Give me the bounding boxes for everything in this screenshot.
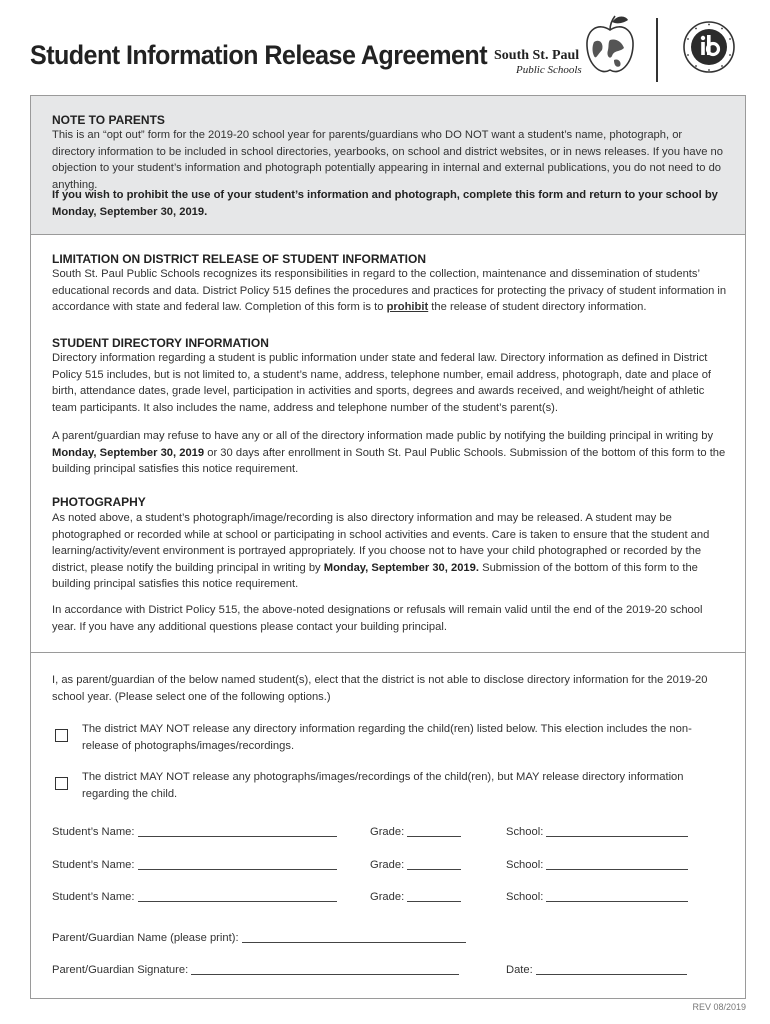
parent-name-field[interactable]: Parent/Guardian Name (please print): [52,932,466,944]
grade-field-2[interactable]: Grade: [370,859,461,871]
student-name-field-3[interactable]: Student’s Name: [52,891,337,903]
ib-world-school-icon [682,20,736,74]
note-instruction: If you wish to prohibit the use of your student’s information and photograph, complete this form and return to your school by Monday, September 30, 2019. [52,189,718,218]
policy-validity-note: In accordance with District Policy 515, the above-noted designations or refusals will remain valid until the end of the 2019-20 school year. If you have any additional questions please contact your building principal. [52,604,703,633]
photography-deadline: Monday, September 30, 2019. [323,561,479,574]
parent-signature-field[interactable]: Parent/Guardian Signature: [52,964,459,976]
option-2-checkbox[interactable] [55,777,68,790]
revision-label: REV 08/2019 [692,1002,746,1012]
option-1-checkbox[interactable] [55,729,68,742]
election-section [31,652,745,998]
photography-heading: PHOTOGRAPHY [52,495,146,509]
grade-field-3[interactable]: Grade: [370,891,461,903]
option-2-label: The district MAY NOT release any photographs/images/recordings of the child(ren), but MAY release directory information regarding the child. [82,771,684,800]
information-section [31,234,745,653]
election-intro: I, as parent/guardian of the below named student(s), elect that the district is not able to disclose directory information for the 2019-20 school year. (Please select one of the following options.) [52,674,708,703]
directory-body: Directory information regarding a student is public information under state and federal law. Directory information as defined in District Policy 515 includes, but is not limited to, a student’s name, address, telephone number, email address, photograph, date and place of birth, attendance dates, grade level, participation in activities and sports, degrees and awards received, and weight/height of athletic team participants. It also includes the name, address and telephone number of the student’s parent(s). [52,352,712,414]
student-name-field-2[interactable]: Student’s Name: [52,859,337,871]
photography-body: As noted above, a student’s photograph/image/recording is also directory information and may be released. A student may be photographed or recorded while at school or participating in school activities and events. Care is taken to ensure that the student and learning/activity/event environment is portrayed appropriately. If you choose not to have your child photographed or recorded by the district, please notify the building principal in writing by Monday, September 30, 2019. Submission of the bottom of this form to the building principal satisfies this notice requirement. [52,512,710,590]
directory-heading: STUDENT DIRECTORY INFORMATION [52,336,269,350]
school-field-1[interactable]: School: [506,826,688,838]
page-header [0,0,770,92]
directory-refuse-text: A parent/guardian may refuse to have any or all of the directory information made public by notifying the building principal in writing by Monday, September 30, 2019 or 30 days after enrollment in South St. Paul Public Schools. Submission of the bottom of this form to the building principal satisfies this notice requirement. [52,430,726,475]
date-field[interactable]: Date: [506,964,687,976]
district-subtitle: Public Schools [516,64,582,76]
document-title: Student Information Release Agreement [30,40,488,70]
prohibit-emphasis: prohibit [386,301,429,313]
school-field-3[interactable]: School: [506,891,688,903]
grade-field-1[interactable]: Grade: [370,826,461,838]
note-body: This is an “opt out” form for the 2019-20 school year for parents/guardians who DO NOT want a student’s name, photograph, or directory information to be included in school directories, yearbooks, on school and district websites, or in news releases. If you have no objection to your student’s information and photograph potentially appearing in internal and external publications, you do not need to do anything. [52,129,723,191]
note-to-parents-section [31,96,745,235]
note-heading: NOTE TO PARENTS [52,113,165,127]
option-1-label: The district MAY NOT release any directory information regarding the child(ren) listed below. This election includes the non-release of photographs/images/recordings. [82,723,692,752]
school-field-2[interactable]: School: [506,859,688,871]
header-divider [656,18,658,82]
limitation-body: South St. Paul Public Schools recognizes its responsibilities in regard to the collection, maintenance and dissemination of students’ educational records and data. District Policy 515 defines the procedures and practices for protecting the privacy of student information in accordance with state and federal law. Completion of this form is to prohibit the release of student directory information. [52,268,727,313]
apple-globe-icon [584,12,636,78]
student-name-field-1[interactable]: Student’s Name: [52,826,337,838]
refuse-deadline: Monday, September 30, 2019 [52,446,205,459]
district-name: South St. Paul [494,48,580,63]
limitation-heading: LIMITATION ON DISTRICT RELEASE OF STUDENT INFORMATION [52,252,426,266]
form-box [30,95,746,999]
